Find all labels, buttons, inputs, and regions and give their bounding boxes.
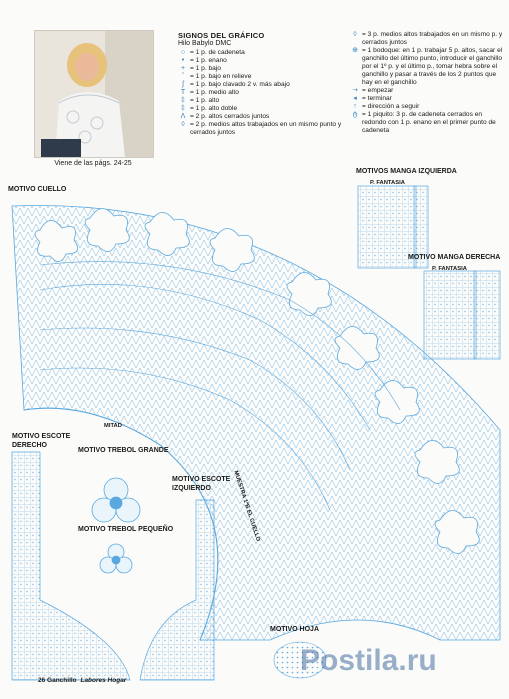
legend-item-text: = 1 p. alto [190, 97, 220, 104]
trefoil-small-chart [100, 544, 132, 573]
chain-symbol-icon: ○ [180, 49, 186, 56]
label-mitad: MITAD [104, 423, 122, 429]
legend-item-text: = 1 p. medio alto [190, 89, 239, 96]
legend-item-text: = 1 p. bajo [190, 65, 221, 72]
legend-item-text: = 3 p. medios altos trabajados en un mismo p. y cerrados juntos [362, 31, 503, 46]
label-escote-izquierdo-1: MOTIVO ESCOTE [172, 476, 231, 483]
dc2tog-symbol-icon: Λ [180, 113, 186, 120]
legend-item-text: = 1 p. de cadeneta [190, 49, 245, 56]
relief-sc-symbol-icon: ˇ [181, 73, 185, 80]
label-escote-izquierdo-2: IZQUIERDO [172, 485, 211, 492]
label-escote-derecho-1: MOTIVO ESCOTE [12, 433, 71, 440]
trefoil-large-chart [92, 478, 140, 522]
legend-item-text: = 1 p. bajo clavado 2 v. más abajo [190, 81, 290, 88]
picot-symbol-icon: ტ [352, 111, 358, 118]
hdc-symbol-icon: T [180, 89, 186, 96]
legend-item-text: = terminar [362, 95, 392, 102]
label-motivo-cuello: MOTIVO CUELLO [8, 186, 67, 193]
sleeve-right-chart [424, 271, 500, 359]
tr-symbol-icon: ‡ [181, 105, 185, 112]
start-arrow-icon: ➝ [352, 87, 358, 94]
legend-item-text: = 1 bodoque: en 1 p. trabajar 5 p. altos, sacar el ganchillo del último punto, introducir el ganchillo por el 1º p. y el último p., tomar hebra sobre el ganchillo y pasar a través de los 2 puntos que hay en el ganchillo [362, 47, 503, 86]
label-trebol-grande: MOTIVO TREBOL GRANDE [78, 447, 169, 454]
label-trebol-pequeno: MOTIVO TREBOL PEQUEÑO [78, 526, 174, 533]
legend-item-text: = 2 p. altos cerrados juntos [190, 113, 270, 120]
slip-stitch-symbol-icon: • [181, 57, 185, 64]
label-fantasia-der: P. FANTASIA [432, 266, 467, 272]
bobble-symbol-icon: ⊕ [352, 47, 358, 54]
end-arrow-icon: ◂ [353, 95, 357, 102]
legend-title: SIGNOS DEL GRÁFICO [178, 31, 265, 40]
legend-item-text: = dirección a seguir [362, 103, 420, 110]
hdc3-cluster-symbol-icon: ◊ [353, 31, 357, 38]
label-fantasia-izq: P. FANTASIA [370, 180, 405, 186]
label-manga-izquierda: MOTIVOS MANGA IZQUIERDA [356, 168, 457, 175]
direction-arrow-icon: ↑ [353, 103, 357, 110]
label-escote-derecho-2: DERECHO [12, 442, 48, 449]
watermark-postila [300, 644, 437, 678]
legend-item-text: = empezar [362, 87, 394, 94]
legend-item-text: = 1 p. alto doble [190, 105, 238, 112]
single-crochet-symbol-icon: + [180, 65, 186, 72]
label-motivo-hoja: MOTIVO HOJA [270, 626, 320, 633]
legend-subtitle: Hilo Babylo DMC [178, 40, 232, 47]
spike-sc-symbol-icon: ʃ [182, 81, 184, 88]
legend-item-text: = 2 p. medios altos trabajados en un mismo punto y cerrados juntos [190, 121, 342, 136]
legend-item-text: = 1 p. bajo en relieve [190, 73, 252, 80]
page-footer [38, 677, 126, 684]
label-rotated-note: MUESTRA 1ªB EL CUELLO [232, 470, 261, 543]
legend-item-text: = 1 p. enano [190, 57, 227, 64]
dc-symbol-icon: ‡ [181, 97, 185, 104]
footer-brand: Labores Hogar [80, 677, 127, 684]
label-manga-derecha: MOTIVO MANGA DERECHA [408, 254, 501, 261]
watermark-text: Postila.ru [300, 644, 437, 677]
hdc2-cluster-symbol-icon: ◊ [181, 121, 185, 128]
footer-page: 26 Ganchillo [38, 677, 77, 684]
legend-item-text: = 1 piquito: 3 p. de cadeneta cerrados en redondo con 1 p. enano en el primer punto de cadeneta [362, 111, 496, 134]
photo-caption: Viene de las págs. 24-25 [54, 160, 132, 167]
